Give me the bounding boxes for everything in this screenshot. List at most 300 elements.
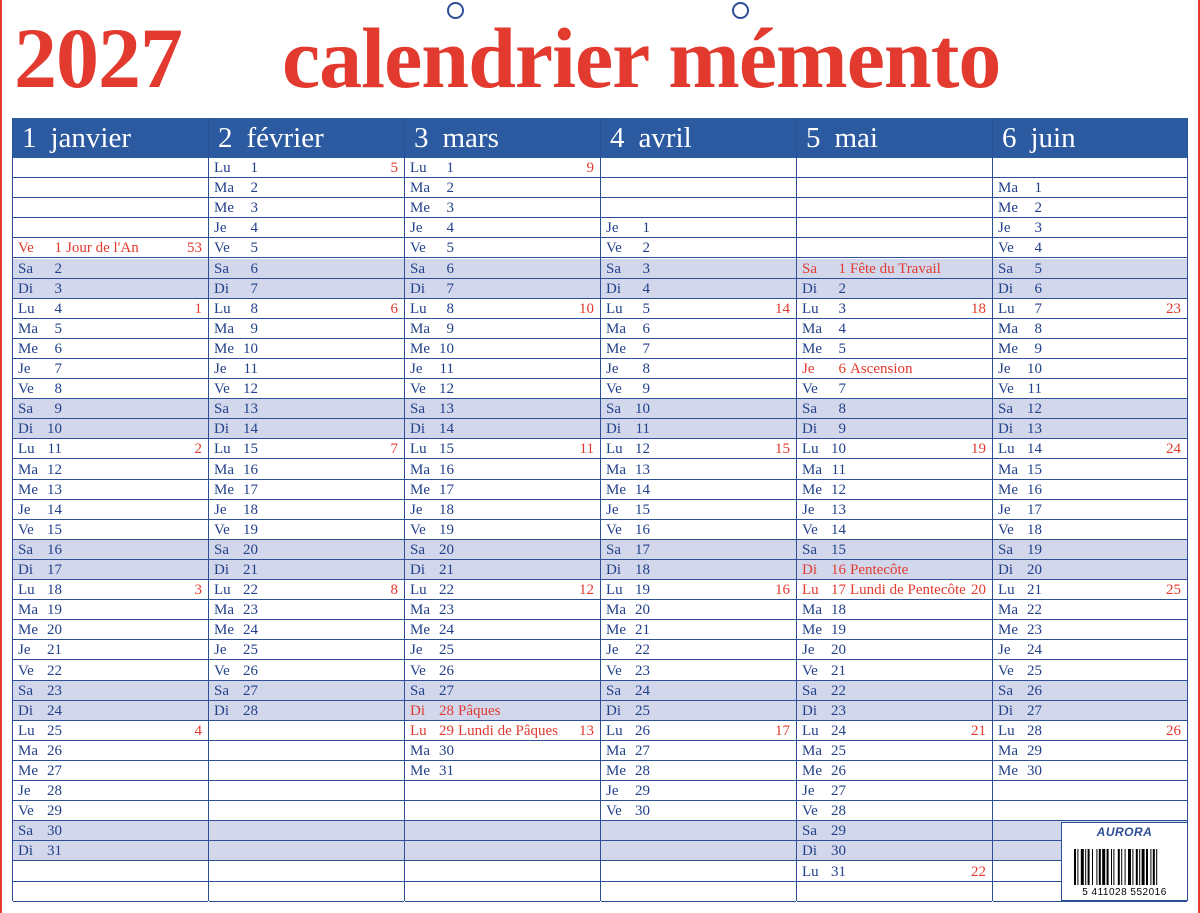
day-number: 26 xyxy=(243,662,258,679)
day-number: 18 xyxy=(47,582,62,599)
day-number: 27 xyxy=(635,742,650,759)
month-number: 3 xyxy=(414,122,429,154)
day-number: 3 xyxy=(250,200,258,217)
day-name: Lu xyxy=(214,160,231,176)
day-name: Ve xyxy=(18,521,34,538)
day-row xyxy=(405,580,600,600)
day-row xyxy=(405,158,600,178)
day-row xyxy=(405,640,600,660)
day-name: Sa xyxy=(18,823,33,840)
week-number: 53 xyxy=(187,240,202,257)
day-row xyxy=(13,640,208,660)
day-number: 8 xyxy=(838,401,846,418)
week-number: 9 xyxy=(586,160,594,176)
day-number: 11 xyxy=(635,421,650,438)
day-number: 5 xyxy=(250,240,258,257)
day-number: 20 xyxy=(243,541,258,558)
holiday-label: Pentecôte xyxy=(850,562,909,578)
day-number: 9 xyxy=(446,320,454,337)
day-number: 6 xyxy=(446,260,454,277)
day-row xyxy=(601,279,796,299)
month-name: mars xyxy=(442,122,499,154)
day-number: 24 xyxy=(831,722,846,739)
day-name: Je xyxy=(998,220,1011,237)
week-number: 25 xyxy=(1166,582,1181,599)
day-row xyxy=(601,701,796,721)
day-name: Sa xyxy=(18,541,33,558)
day-row xyxy=(797,580,992,600)
day-row xyxy=(601,238,796,258)
logo-text: AURORA xyxy=(1096,825,1153,839)
day-name: Lu xyxy=(18,582,35,599)
day-row xyxy=(797,379,992,399)
day-name: Ma xyxy=(998,461,1018,478)
day-number: 17 xyxy=(47,562,62,578)
week-number: 8 xyxy=(390,582,398,599)
day-row xyxy=(405,721,600,741)
day-number: 15 xyxy=(831,541,846,558)
day-number: 5 xyxy=(1034,260,1042,277)
day-row xyxy=(601,600,796,620)
week-number: 1 xyxy=(194,300,202,317)
day-name: Me xyxy=(410,340,430,357)
day-row xyxy=(797,761,992,781)
week-number: 23 xyxy=(1166,300,1181,317)
day-name: Je xyxy=(998,501,1011,518)
day-name: Me xyxy=(998,200,1018,217)
day-row xyxy=(405,741,600,761)
day-name: Lu xyxy=(214,300,231,317)
day-number: 8 xyxy=(54,381,62,398)
empty-row xyxy=(601,862,796,882)
empty-row xyxy=(13,862,208,882)
day-row xyxy=(993,701,1187,721)
day-row xyxy=(601,781,796,801)
day-number: 12 xyxy=(47,461,62,478)
day-number: 14 xyxy=(439,421,454,438)
day-name: Me xyxy=(214,622,234,639)
day-row xyxy=(13,279,208,299)
day-name: Je xyxy=(410,220,423,237)
day-row xyxy=(13,681,208,701)
day-row xyxy=(601,299,796,319)
day-number: 27 xyxy=(439,682,454,699)
day-number: 14 xyxy=(831,521,846,538)
day-row xyxy=(797,781,992,801)
day-number: 19 xyxy=(635,582,650,599)
day-row xyxy=(13,801,208,821)
day-name: Je xyxy=(18,361,31,377)
holiday-label: Jour de l'An xyxy=(66,240,139,257)
day-number: 21 xyxy=(439,562,454,578)
holiday-label: Ascension xyxy=(850,361,913,377)
day-row xyxy=(601,620,796,640)
empty-row xyxy=(13,178,208,198)
day-name: Ma xyxy=(18,602,38,619)
day-name: Di xyxy=(998,421,1013,438)
day-row xyxy=(797,821,992,841)
empty-row xyxy=(797,178,992,198)
day-number: 18 xyxy=(831,602,846,619)
day-name: Sa xyxy=(18,682,33,699)
day-name: Je xyxy=(214,642,227,659)
day-row xyxy=(993,600,1187,620)
day-name: Di xyxy=(18,562,33,578)
day-row xyxy=(13,339,208,359)
day-name: Ve xyxy=(18,381,34,398)
day-name: Lu xyxy=(998,582,1015,599)
day-name: Lu xyxy=(214,582,231,599)
day-name: Di xyxy=(606,702,621,719)
day-number: 6 xyxy=(250,260,258,277)
day-number: 1 xyxy=(642,220,650,237)
day-row xyxy=(209,299,404,319)
day-row xyxy=(13,701,208,721)
day-number: 13 xyxy=(439,401,454,418)
day-name: Ve xyxy=(606,803,622,820)
day-number: 11 xyxy=(1027,381,1042,398)
day-row xyxy=(797,540,992,560)
empty-row xyxy=(405,781,600,801)
day-name: Me xyxy=(214,340,234,357)
day-name: Je xyxy=(802,642,815,659)
day-row xyxy=(405,439,600,459)
day-row xyxy=(797,319,992,339)
day-number: 10 xyxy=(439,340,454,357)
month-header xyxy=(993,118,1187,158)
day-row xyxy=(405,600,600,620)
day-name: Ma xyxy=(606,461,626,478)
day-row xyxy=(405,259,600,279)
empty-row xyxy=(405,862,600,882)
day-name: Je xyxy=(214,220,227,237)
month-header xyxy=(797,118,992,158)
day-row xyxy=(209,198,404,218)
week-number: 14 xyxy=(775,300,790,317)
day-row xyxy=(209,620,404,640)
week-number: 6 xyxy=(390,300,398,317)
day-row xyxy=(601,419,796,439)
day-row xyxy=(209,439,404,459)
empty-row xyxy=(405,841,600,861)
day-name: Ma xyxy=(214,180,234,197)
month-number: 2 xyxy=(218,122,233,154)
day-row xyxy=(797,460,992,480)
day-name: Di xyxy=(410,421,425,438)
day-number: 21 xyxy=(1027,582,1042,599)
day-name: Di xyxy=(998,562,1013,578)
day-name: Sa xyxy=(802,260,817,277)
day-name: Ma xyxy=(410,602,430,619)
day-name: Ve xyxy=(214,662,230,679)
day-row xyxy=(209,259,404,279)
empty-row xyxy=(797,238,992,258)
day-name: Di xyxy=(802,280,817,297)
month-header xyxy=(13,118,208,158)
day-name: Ve xyxy=(998,240,1014,257)
empty-row xyxy=(601,882,796,902)
day-name: Je xyxy=(214,501,227,518)
empty-row xyxy=(601,841,796,861)
day-name: Ma xyxy=(606,742,626,759)
month-column-avril xyxy=(600,118,796,901)
day-row xyxy=(601,379,796,399)
day-row xyxy=(797,500,992,520)
day-number: 25 xyxy=(831,742,846,759)
day-name: Je xyxy=(18,501,31,518)
day-row xyxy=(209,600,404,620)
empty-row xyxy=(797,218,992,238)
empty-row xyxy=(209,721,404,741)
day-row xyxy=(405,540,600,560)
day-number: 1 xyxy=(446,160,454,176)
day-name: Ve xyxy=(606,381,622,398)
day-name: Je xyxy=(606,642,619,659)
empty-row xyxy=(13,218,208,238)
empty-row xyxy=(13,882,208,902)
day-number: 2 xyxy=(1034,200,1042,217)
day-number: 11 xyxy=(47,441,62,458)
day-number: 19 xyxy=(47,602,62,619)
day-number: 5 xyxy=(838,340,846,357)
day-name: Ma xyxy=(802,461,822,478)
day-number: 23 xyxy=(243,602,258,619)
calendar-grid xyxy=(12,118,1188,901)
day-name: Di xyxy=(802,562,817,578)
day-number: 5 xyxy=(642,300,650,317)
day-number: 2 xyxy=(838,280,846,297)
week-number: 17 xyxy=(775,722,790,739)
empty-row xyxy=(405,801,600,821)
month-name: juin xyxy=(1030,122,1076,154)
day-number: 23 xyxy=(831,702,846,719)
day-name: Lu xyxy=(998,722,1015,739)
day-number: 7 xyxy=(446,280,454,297)
day-row xyxy=(797,439,992,459)
day-name: Sa xyxy=(410,260,425,277)
day-row xyxy=(797,520,992,540)
day-name: Ma xyxy=(18,461,38,478)
day-number: 25 xyxy=(243,642,258,659)
day-row xyxy=(797,701,992,721)
day-number: 15 xyxy=(47,521,62,538)
day-row xyxy=(601,218,796,238)
day-row xyxy=(601,439,796,459)
day-number: 3 xyxy=(1034,220,1042,237)
day-number: 2 xyxy=(54,260,62,277)
day-number: 10 xyxy=(1027,361,1042,377)
day-row xyxy=(405,359,600,379)
day-name: Di xyxy=(998,702,1013,719)
day-name: Ma xyxy=(802,742,822,759)
day-number: 21 xyxy=(47,642,62,659)
day-name: Di xyxy=(606,421,621,438)
day-name: Ma xyxy=(998,742,1018,759)
week-number: 10 xyxy=(579,300,594,317)
day-name: Lu xyxy=(410,160,427,176)
day-row xyxy=(993,359,1187,379)
day-row xyxy=(601,741,796,761)
month-column-mai xyxy=(796,118,992,901)
day-name: Ma xyxy=(18,742,38,759)
day-name: Me xyxy=(214,200,234,217)
day-name: Di xyxy=(802,421,817,438)
day-number: 26 xyxy=(831,763,846,779)
day-number: 17 xyxy=(439,481,454,498)
day-row xyxy=(13,620,208,640)
empty-row xyxy=(601,198,796,218)
day-number: 18 xyxy=(439,501,454,518)
day-number: 11 xyxy=(439,361,454,377)
day-row xyxy=(797,359,992,379)
day-number: 2 xyxy=(250,180,258,197)
day-name: Me xyxy=(802,622,822,639)
month-header xyxy=(405,118,600,158)
day-row xyxy=(797,841,992,861)
day-number: 28 xyxy=(635,763,650,779)
day-row xyxy=(13,560,208,580)
day-number: 25 xyxy=(47,722,62,739)
day-name: Me xyxy=(802,763,822,779)
day-number: 11 xyxy=(831,461,846,478)
day-number: 27 xyxy=(1027,702,1042,719)
day-number: 16 xyxy=(439,461,454,478)
day-row xyxy=(601,460,796,480)
day-row xyxy=(209,238,404,258)
day-name: Ma xyxy=(410,461,430,478)
day-row xyxy=(209,480,404,500)
day-name: Je xyxy=(214,361,227,377)
day-row xyxy=(797,600,992,620)
day-name: Je xyxy=(998,642,1011,659)
day-number: 22 xyxy=(1027,602,1042,619)
empty-row xyxy=(209,882,404,902)
day-number: 7 xyxy=(54,361,62,377)
day-row xyxy=(13,480,208,500)
day-number: 30 xyxy=(47,823,62,840)
day-name: Lu xyxy=(410,582,427,599)
month-number: 1 xyxy=(22,122,37,154)
day-name: Ma xyxy=(214,461,234,478)
day-row xyxy=(993,259,1187,279)
week-number: 7 xyxy=(390,441,398,458)
day-number: 31 xyxy=(831,863,846,880)
day-row xyxy=(405,399,600,419)
day-number: 10 xyxy=(243,340,258,357)
month-number: 5 xyxy=(806,122,821,154)
empty-row xyxy=(601,178,796,198)
day-row xyxy=(13,821,208,841)
day-name: Sa xyxy=(18,260,33,277)
day-row xyxy=(209,701,404,721)
day-number: 6 xyxy=(54,340,62,357)
day-row xyxy=(13,540,208,560)
day-name: Di xyxy=(802,843,817,860)
day-number: 12 xyxy=(243,381,258,398)
day-row xyxy=(601,580,796,600)
day-number: 22 xyxy=(439,582,454,599)
day-row xyxy=(993,560,1187,580)
day-row xyxy=(209,500,404,520)
day-name: Ve xyxy=(998,521,1014,538)
day-number: 7 xyxy=(1034,300,1042,317)
title-text: calendrier mémento xyxy=(282,10,1001,106)
day-name: Sa xyxy=(410,682,425,699)
day-number: 17 xyxy=(831,582,846,599)
day-row xyxy=(405,299,600,319)
day-number: 20 xyxy=(831,642,846,659)
day-name: Me xyxy=(802,340,822,357)
empty-row xyxy=(405,821,600,841)
day-name: Ve xyxy=(998,662,1014,679)
day-name: Ma xyxy=(214,320,234,337)
day-row xyxy=(13,238,208,258)
day-name: Lu xyxy=(998,300,1015,317)
day-row xyxy=(13,580,208,600)
day-number: 28 xyxy=(831,803,846,820)
week-number: 12 xyxy=(579,582,594,599)
day-name: Me xyxy=(998,340,1018,357)
day-row xyxy=(209,158,404,178)
day-name: Lu xyxy=(606,441,623,458)
day-name: Me xyxy=(998,763,1018,779)
day-name: Sa xyxy=(214,260,229,277)
day-row xyxy=(993,460,1187,480)
day-row xyxy=(209,580,404,600)
day-row xyxy=(993,661,1187,681)
day-number: 7 xyxy=(250,280,258,297)
day-name: Je xyxy=(18,783,31,800)
day-number: 4 xyxy=(446,220,454,237)
empty-row xyxy=(13,158,208,178)
day-row xyxy=(209,399,404,419)
week-number: 26 xyxy=(1166,722,1181,739)
day-number: 13 xyxy=(243,401,258,418)
holiday-label: Lundi de Pâques xyxy=(458,722,558,739)
day-name: Me xyxy=(606,622,626,639)
day-name: Sa xyxy=(606,401,621,418)
day-number: 31 xyxy=(439,763,454,779)
day-number: 13 xyxy=(831,501,846,518)
day-name: Ve xyxy=(214,521,230,538)
day-number: 22 xyxy=(47,662,62,679)
day-number: 26 xyxy=(635,722,650,739)
day-row xyxy=(13,761,208,781)
day-row xyxy=(993,399,1187,419)
day-row xyxy=(993,520,1187,540)
day-row xyxy=(601,640,796,660)
day-row xyxy=(601,319,796,339)
day-number: 9 xyxy=(54,401,62,418)
day-row xyxy=(993,299,1187,319)
day-number: 13 xyxy=(635,461,650,478)
day-number: 13 xyxy=(1027,421,1042,438)
empty-row xyxy=(601,158,796,178)
empty-row xyxy=(797,198,992,218)
day-number: 7 xyxy=(838,381,846,398)
day-number: 8 xyxy=(642,361,650,377)
day-number: 10 xyxy=(831,441,846,458)
day-row xyxy=(601,339,796,359)
day-number: 24 xyxy=(47,702,62,719)
day-name: Me xyxy=(18,763,38,779)
day-row xyxy=(601,761,796,781)
day-number: 4 xyxy=(838,320,846,337)
day-name: Di xyxy=(214,562,229,578)
day-name: Lu xyxy=(410,300,427,317)
day-name: Lu xyxy=(18,300,35,317)
day-row xyxy=(405,500,600,520)
